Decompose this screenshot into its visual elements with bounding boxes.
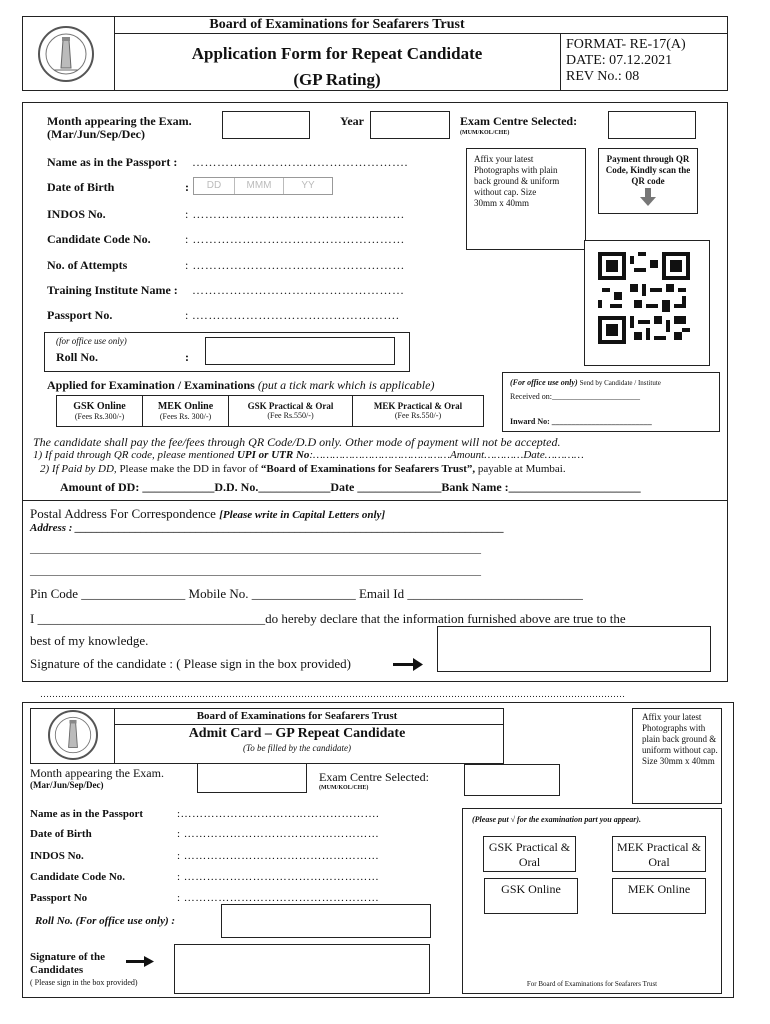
header-org: Board of Examinations for Seafarers Trust xyxy=(209,17,465,32)
admit-sig-note: ( Please sign in the box provided) xyxy=(30,978,138,987)
admit-seal-icon xyxy=(48,710,98,760)
name-field[interactable]: ……………………………………………. xyxy=(192,155,408,169)
pay1-dots[interactable]: :……………………………………Amount…………Date………… xyxy=(309,449,584,461)
qr-code-icon xyxy=(598,252,690,349)
applied-row xyxy=(47,378,434,393)
institute-field[interactable]: …………………………………………… xyxy=(192,283,405,297)
admit-code-label: Candidate Code No. xyxy=(30,871,126,883)
received-on[interactable]: Received on:______________________ xyxy=(510,392,640,401)
passport-field[interactable]: : .…………………………………………. xyxy=(185,308,400,322)
page-title: Application Form for Repeat Candidate xyxy=(191,44,483,63)
admit-option-gsk-online[interactable]: GSK Online xyxy=(484,878,578,914)
admit-code-field[interactable]: : …………………………………………… xyxy=(177,871,380,883)
address-line-3[interactable]: __________________________________________________________________________________ xyxy=(30,565,481,577)
admit-org: Board of Examinations for Seafarers Trust xyxy=(196,710,398,722)
admit-option-mek-practical[interactable]: MEK Practical & Oral xyxy=(612,836,706,872)
dob-label: Date of Birth xyxy=(47,180,115,194)
pay2-text: 2) If Paid by DD, xyxy=(40,463,120,475)
declaration-line-1: I ___________________________________do hereby declare that the information furnished above are true to the xyxy=(30,611,626,626)
indos-field[interactable]: : …………………………………………… xyxy=(185,207,405,221)
admit-month-input[interactable] xyxy=(197,763,307,793)
tick-note: (Please put √ for the examination part you appear). xyxy=(472,815,642,824)
exam-fee: (Fee Rs.550/-) xyxy=(394,411,442,420)
admit-signature-box[interactable] xyxy=(174,944,430,994)
format-no: FORMAT- RE-17(A) xyxy=(566,37,686,52)
pay2-board: “Board of Examinations for Seafarers Trust”, xyxy=(260,463,476,475)
pay2-make: Please make the DD in favor of xyxy=(119,463,261,475)
admit-title: Admit Card – GP Repeat Candidate xyxy=(188,726,406,741)
admit-name-label: Name as in the Passport xyxy=(30,808,144,820)
lighthouse-seal-icon xyxy=(38,26,94,82)
roll-label: Roll No. xyxy=(56,350,98,364)
code-field[interactable]: : …………………………………………… xyxy=(185,232,405,246)
admit-roll-label: Roll No. (For office use only) : xyxy=(35,915,176,927)
admit-centre-input[interactable] xyxy=(464,764,560,796)
exam-option-mek-online[interactable] xyxy=(143,396,229,426)
dd-line[interactable]: Amount of DD: ____________D.D. No.____________Date ______________Bank Name :______________________ xyxy=(60,480,641,494)
attempts-label: No. of Attempts xyxy=(47,258,128,272)
admit-option-gsk-practical[interactable]: GSK Practical & Oral xyxy=(483,836,576,872)
admit-dob-field[interactable]: : …………………………………………… xyxy=(177,828,380,840)
dob-input[interactable] xyxy=(193,177,333,195)
exam-name: GSK Online xyxy=(73,401,126,412)
institute-label: Training Institute Name : xyxy=(47,283,178,297)
admit-centre-sub: (MUM/KOL/CHE) xyxy=(319,785,369,791)
postal-label: Postal Address For Correspondence xyxy=(30,506,216,521)
roll-input[interactable] xyxy=(205,337,395,365)
dob-yy[interactable]: YY xyxy=(301,180,315,191)
office-use-label: (for office use only) xyxy=(56,336,127,346)
exam-name: MEK Practical & Oral xyxy=(373,401,463,411)
address-line-2[interactable]: __________________________________________________________________________________ xyxy=(30,543,481,555)
office-send-text: Send by Candidate / Institute xyxy=(579,379,661,387)
qr-note: Payment through QR Code, Kindly scan the QR code xyxy=(605,154,691,186)
admit-month-sub: (Mar/Jun/Sep/Dec) xyxy=(30,780,104,790)
photo-note: Affix your latest Photographs with plain back ground & uniform without cap. Size 30mm x 40mm xyxy=(474,154,560,208)
dob-mmm[interactable]: MMM xyxy=(235,178,284,194)
admit-name-field[interactable]: :……………………………………………. xyxy=(177,808,380,820)
admit-centre-label: Exam Centre Selected: xyxy=(319,770,429,784)
exam-fee: (Fees Rs.300/-) xyxy=(74,412,125,421)
down-arrow-icon xyxy=(640,188,656,211)
postal-row xyxy=(30,506,385,522)
cut-separator: …………………………………………………………………………………………………………………………………………………………………………… xyxy=(40,689,625,699)
applied-note: (put a tick mark which is applicable) xyxy=(257,378,435,392)
admit-roll-input[interactable] xyxy=(221,904,431,938)
pin-mobile-email[interactable]: Pin Code ________________ Mobile No. ________________ Email Id ___________________________ xyxy=(30,586,583,601)
admit-indos-field[interactable]: : …………………………………………… xyxy=(177,850,380,862)
exam-fee: (Fee Rs.550/-) xyxy=(267,411,314,420)
admit-passport-field[interactable]: : …………………………………………… xyxy=(177,892,380,904)
payment-qr xyxy=(33,449,584,461)
admit-photo-note: Affix your latest Photographs with plain back ground & uniform without cap. Size 30mm x 40mm xyxy=(642,712,718,766)
admit-sig-label-2: Candidates xyxy=(30,964,84,976)
exam-option-gsk-online[interactable] xyxy=(57,396,143,426)
admit-indos-label: INDOS No. xyxy=(30,850,84,862)
format-date: DATE: 07.12.2021 xyxy=(566,53,673,68)
office-send-row xyxy=(510,378,661,387)
passport-label: Passport No. xyxy=(47,308,113,322)
exam-name: MEK Online xyxy=(157,401,214,412)
indos-label: INDOS No. xyxy=(47,207,106,221)
year-label: Year xyxy=(340,114,364,128)
exam-name: GSK Practical & Oral xyxy=(247,401,334,411)
applied-label: Applied for Examination / Examinations xyxy=(47,378,255,392)
right-arrow-icon xyxy=(393,658,423,677)
postal-note: [Please write in Capital Letters only] xyxy=(219,509,386,521)
year-input[interactable] xyxy=(370,111,450,139)
dob-colon: : xyxy=(185,180,189,194)
address-field[interactable]: Address : ______________________________________________________________________________ xyxy=(30,522,505,534)
name-label: Name as in the Passport : xyxy=(47,155,178,169)
page-subtitle: (GP Rating) xyxy=(293,70,381,89)
declaration-line-2: best of my knowledge. xyxy=(30,633,149,648)
office-send-label: (For office use only) xyxy=(510,378,578,387)
admit-sub: (To be filled by the candidate) xyxy=(243,743,351,753)
centre-sub: (MUM/KOL/CHE) xyxy=(460,130,510,136)
attempts-field[interactable]: : …………………………………………… xyxy=(185,258,405,272)
admit-footer: For Board of Examinations for Seafarers Trust xyxy=(526,980,658,988)
pay1-upi: UPI or UTR No xyxy=(236,449,310,461)
admit-passport-label: Passport No xyxy=(30,892,88,904)
signature-box[interactable] xyxy=(437,626,711,672)
payment-note: The candidate shall pay the fee/fees through QR Code/D.D only. Other mode of payment will not be accepted. xyxy=(33,435,561,449)
admit-month-label: Month appearing the Exam. xyxy=(30,766,164,780)
code-label: Candidate Code No. xyxy=(47,232,151,246)
exam-options xyxy=(56,395,484,427)
admit-sig-label-1: Signature of the xyxy=(30,951,105,963)
centre-input[interactable] xyxy=(608,111,696,139)
exam-option-gsk-practical[interactable] xyxy=(229,396,353,426)
month-sub: (Mar/Jun/Sep/Dec) xyxy=(47,127,145,141)
rev-no: REV No.: 08 xyxy=(566,69,640,84)
payment-dd xyxy=(40,463,566,475)
exam-option-mek-practical[interactable] xyxy=(353,396,483,426)
admit-option-mek-online[interactable]: MEK Online xyxy=(612,878,706,914)
exam-fee: (Fees Rs. 300/-) xyxy=(159,412,212,421)
roll-colon: : xyxy=(185,350,189,364)
admit-dob-label: Date of Birth xyxy=(30,828,92,840)
pay1-text: 1) If paid through QR code, please mentioned xyxy=(33,449,237,461)
inward-no[interactable]: Inward No: _________________________ xyxy=(510,417,652,426)
dob-dd[interactable]: DD xyxy=(194,178,235,194)
signature-label: Signature of the candidate : ( Please sign in the box provided) xyxy=(30,656,351,671)
pay2-mumbai: payable at Mumbai. xyxy=(475,463,566,475)
centre-label: Exam Centre Selected: xyxy=(460,114,578,128)
admit-arrow-icon xyxy=(126,955,154,973)
month-input[interactable] xyxy=(222,111,310,139)
month-label: Month appearing the Exam. xyxy=(47,114,192,128)
